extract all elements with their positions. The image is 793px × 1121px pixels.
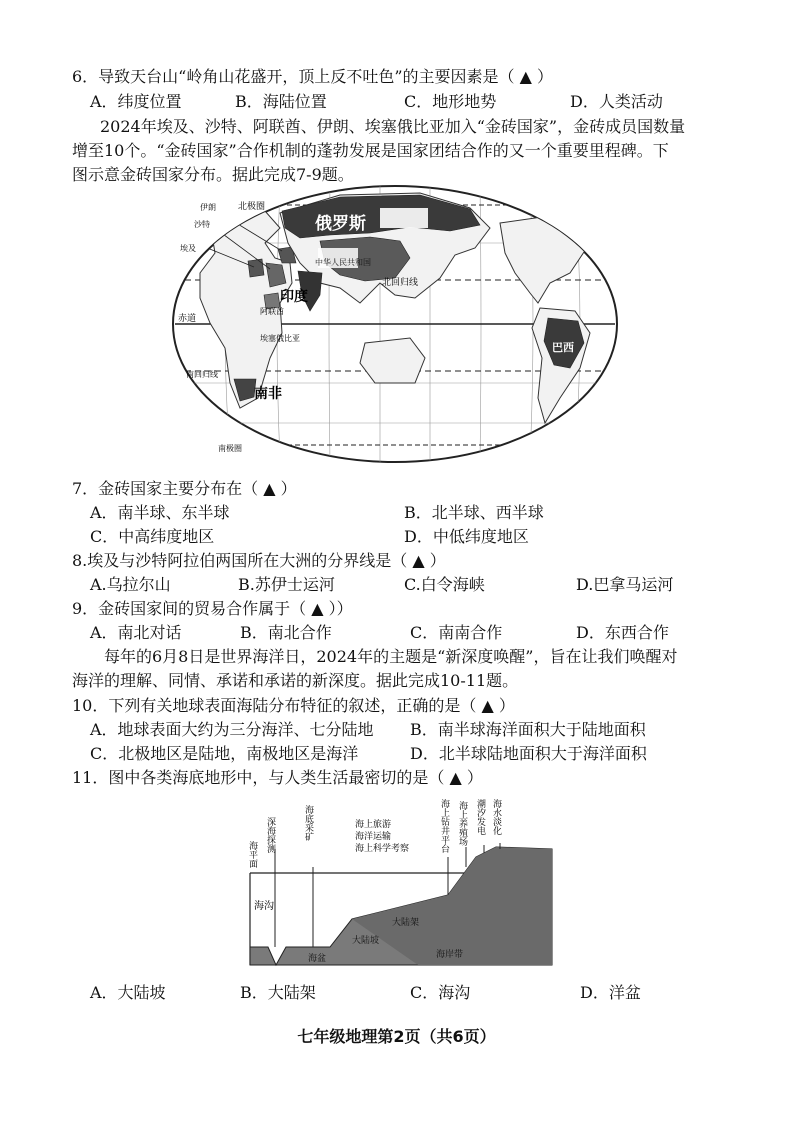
passage1-line1: 2024年埃及、沙特、阿联酋、伊朗、埃塞俄比亚加入“金砖国家”，金砖成员国数量 [100, 117, 686, 136]
map-label-iran: 伊朗 [200, 203, 216, 212]
diagram-label-coast: 海岸带 [436, 950, 464, 960]
q6-option-a: A．纬度位置 [90, 92, 182, 111]
diagram-label-seabed-mining: 海底采矿 [303, 805, 313, 841]
map-label-russia: 俄罗斯 [315, 214, 366, 234]
map-label-india: 印度 [280, 289, 308, 305]
passage2-line2: 海洋的理解、同情、承诺和承诺的新深度。据此完成10-11题。 [72, 671, 519, 690]
q7-option-d: D．中低纬度地区 [404, 527, 529, 546]
seabed-terrain-diagram [240, 797, 560, 969]
q10-option-c: C．北极地区是陆地，南极地区是海洋 [90, 744, 359, 763]
diagram-label-tourism: 海上旅游 [355, 820, 392, 830]
passage1-line3: 图示意金砖国家分布。据此完成7-9题。 [72, 165, 354, 184]
map-label-china: 中华人民共和国 [315, 258, 371, 267]
diagram-label-farming: 海上养殖场 [457, 801, 467, 846]
q7-option-c: C．中高纬度地区 [90, 527, 215, 546]
q6-option-d: D．人类活动 [570, 92, 663, 111]
q10-option-d: D．北半球陆地面积大于海洋面积 [410, 744, 647, 763]
egypt-shape [248, 259, 264, 277]
diagram-label-shelf: 大陆架 [392, 918, 420, 928]
brics-world-map [170, 183, 620, 465]
q8-option-d: D.巴拿马运河 [576, 575, 674, 594]
map-label-egypt: 埃及 [180, 244, 196, 253]
q7-option-a: A．南半球、东半球 [90, 503, 230, 522]
diagram-label-trench: 海沟 [254, 901, 274, 912]
diagram-label-deep-sea-probe: 深海探测 [265, 817, 275, 853]
q9-option-b: B．南北合作 [240, 623, 332, 642]
q6-option-c: C．地形地势 [404, 92, 497, 111]
map-label-tropic-capricorn: 南回归线 [186, 370, 218, 379]
map-label-south-polar: 南极圈 [218, 444, 242, 453]
diagram-label-sea-level: 海平面 [247, 841, 257, 868]
q8-stem: 8.埃及与沙特阿拉伯两国所在大洲的分界线是（ ▲ ） [72, 551, 446, 570]
q10-option-a: A．地球表面大约为三分海洋、七分陆地 [90, 720, 374, 739]
q6-stem: 6．导致天台山“岭角山花盛开，顶上反不吐色”的主要因素是（ ▲ ） [72, 67, 554, 86]
map-label-tropic-cancer: 北回归线 [382, 278, 419, 288]
q8-option-a: A.乌拉尔山 [90, 575, 171, 594]
diagram-label-desalination: 海水淡化 [491, 799, 501, 835]
q6-option-b: B．海陆位置 [235, 92, 327, 111]
diagram-label-tidal: 潮汐发电 [475, 799, 485, 835]
map-label-uae: 阿联酋 [260, 307, 284, 316]
q10-stem: 10．下列有关地球表面海陆分布特征的叙述，正确的是（ ▲ ） [72, 696, 515, 715]
diagram-svg [240, 797, 560, 969]
diagram-label-transport: 海洋运输 [355, 832, 392, 842]
map-label-ethiopia: 埃塞俄比亚 [260, 334, 300, 343]
q7-option-b: B．北半球、西半球 [404, 503, 544, 522]
q11-option-a: A．大陆坡 [90, 983, 166, 1002]
q9-option-a: A．南北对话 [90, 623, 182, 642]
map-label-south-africa: 南非 [254, 386, 282, 402]
page-footer: 七年级地理第2页（共6页） [297, 1027, 496, 1046]
diagram-label-research: 海上科学考察 [355, 844, 410, 854]
q8-option-c: C.白令海峡 [404, 575, 485, 594]
map-label-brazil: 巴西 [552, 341, 574, 354]
map-label-equator: 赤道 [178, 314, 197, 324]
q11-option-d: D．洋盆 [580, 983, 641, 1002]
q9-option-c: C．南南合作 [410, 623, 503, 642]
map-svg [170, 183, 620, 465]
diagram-label-basin: 海盆 [308, 954, 327, 964]
q10-option-b: B．南半球海洋面积大于陆地面积 [410, 720, 646, 739]
map-label-saudi: 沙特 [194, 220, 210, 229]
q11-option-b: B．大陆架 [240, 983, 316, 1002]
australia-landmass [360, 338, 425, 383]
diagram-label-drilling: 海上钻井平台 [439, 799, 449, 853]
diagram-label-slope: 大陆坡 [352, 936, 380, 946]
q11-stem: 11．图中各类海底地形中，与人类生活最密切的是（ ▲ ） [72, 768, 483, 787]
passage1-line2: 增至10个。“金砖国家”合作机制的蓬勃发展是国家团结合作的又一个重要里程碑。下 [72, 141, 669, 160]
q8-option-b: B.苏伊士运河 [238, 575, 335, 594]
passage2-line1: 每年的6月8日是世界海洋日，2024年的主题是“新深度唤醒”，旨在让我们唤醒对 [104, 647, 678, 666]
q9-stem: 9．金砖国家间的贸易合作属于（ ▲ ）） [72, 599, 353, 618]
q9-option-d: D．东西合作 [576, 623, 669, 642]
q11-option-c: C．海沟 [410, 983, 471, 1002]
q7-stem: 7．金砖国家主要分布在（ ▲ ） [72, 479, 297, 498]
map-label-north-polar: 北极圈 [238, 202, 266, 212]
